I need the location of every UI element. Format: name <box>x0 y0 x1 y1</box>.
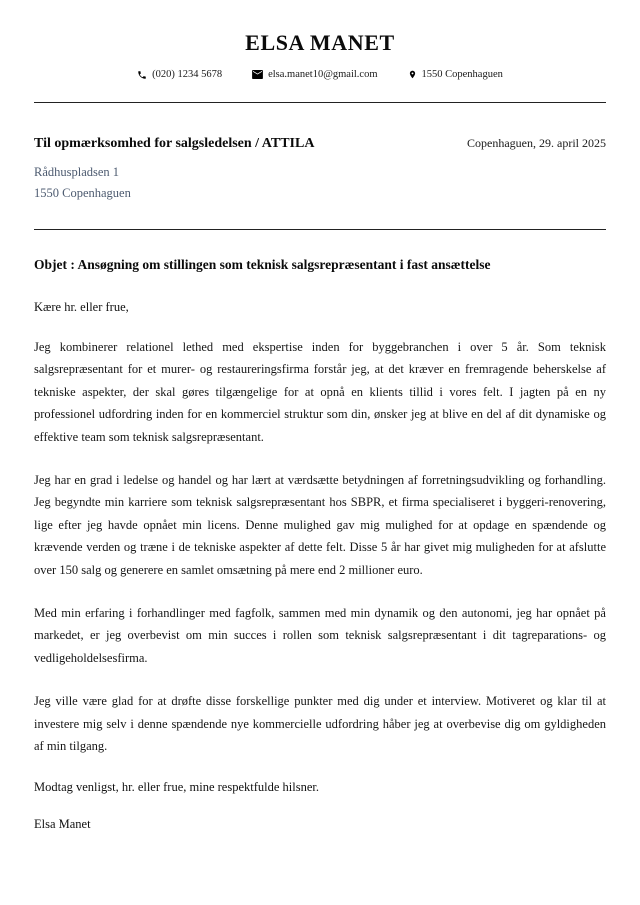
sender-name: ELSA MANET <box>245 30 395 55</box>
letter-date: Copenhaguen, 29. april 2025 <box>467 136 606 150</box>
contact-email-text: elsa.manet10@gmail.com <box>268 69 378 80</box>
closing-line: Modtag venligst, hr. eller frue, mine respektfulde hilsner. <box>34 779 319 794</box>
phone-icon <box>137 70 147 80</box>
contact-phone <box>137 69 222 80</box>
paragraph-3: Med min erfaring i forhandlinger med fagfolk, sammen med min dynamik og den autonomi, jeg har opnået på markedet, er jeg overbevist om min succes i rollen som teknisk salgsrepræsentant i dit tagreparations- og vedligeholdelsesfirma. <box>34 606 606 665</box>
envelope-icon <box>252 70 263 79</box>
map-pin-icon <box>408 69 417 80</box>
paragraph-4: Jeg ville være glad for at drøfte disse forskellige punkter med dig under et interview. Motiveret og klar til at investere mig selv i denne spændende nye kommercielle udfordring håber jeg at overbevise dig om gyldigheden af min tilgang. <box>34 694 606 754</box>
greeting: Kære hr. eller frue, <box>34 300 129 314</box>
recipient-address <box>34 162 606 204</box>
recipient-row <box>34 136 606 152</box>
contact-location <box>408 69 503 80</box>
subject-line: Objet : Ansøgning om stillingen som teknisk salgsrepræsentant i fast ansættelse <box>34 257 491 272</box>
attention-line: Til opmærksomhed for salgsledelsen / ATTILA <box>34 136 315 151</box>
contact-row <box>34 69 606 80</box>
contact-phone-text: (020) 1234 5678 <box>152 69 223 80</box>
letter-body <box>34 336 606 758</box>
contact-email <box>252 69 377 80</box>
header-divider <box>34 102 606 103</box>
paragraph-2: Jeg har en grad i ledelse og handel og har lært at værdsætte betydningen af forretningsudvikling og forhandling. Jeg begyndte min karriere som teknisk salgsrepræsentant hos SBPR, et firma specialiseret i byggeri-renovering, lige efter jeg havde opnået min licens. Denne mulighed gav mig mulighed for at opdage en spændende og krævende verden og træne i de tekniske aspekter af dette felt. Disse 5 år har givet mig muligheden for at afslutte over 150 salg og generere en samlet omsætning på mere end 2 millioner euro. <box>34 473 606 577</box>
recipient-divider <box>34 229 606 230</box>
contact-location-text: 1550 Copenhaguen <box>421 69 503 80</box>
signature-name: Elsa Manet <box>34 816 91 831</box>
paragraph-1: Jeg kombinerer relationel lethed med ekspertise inden for byggebranchen i over 5 år. Som teknisk salgsrepræsentant for et murer- og restaureringsfirma forstår jeg, at det kræver en fremragende beherskelse af tekniske aspekter, der skal gøres tilgængelige for at opnå en klients tillid i vores felt. I jagten på en ny professionel udfordring inden for en kommerciel struktur som din, ønsker jeg at blive en del af dit dynamiske og effektive team som teknisk salgsrepræsentant. <box>34 340 606 444</box>
address-line-2: 1550 Copenhaguen <box>34 186 131 200</box>
address-line-1: Rådhuspladsen 1 <box>34 165 120 179</box>
